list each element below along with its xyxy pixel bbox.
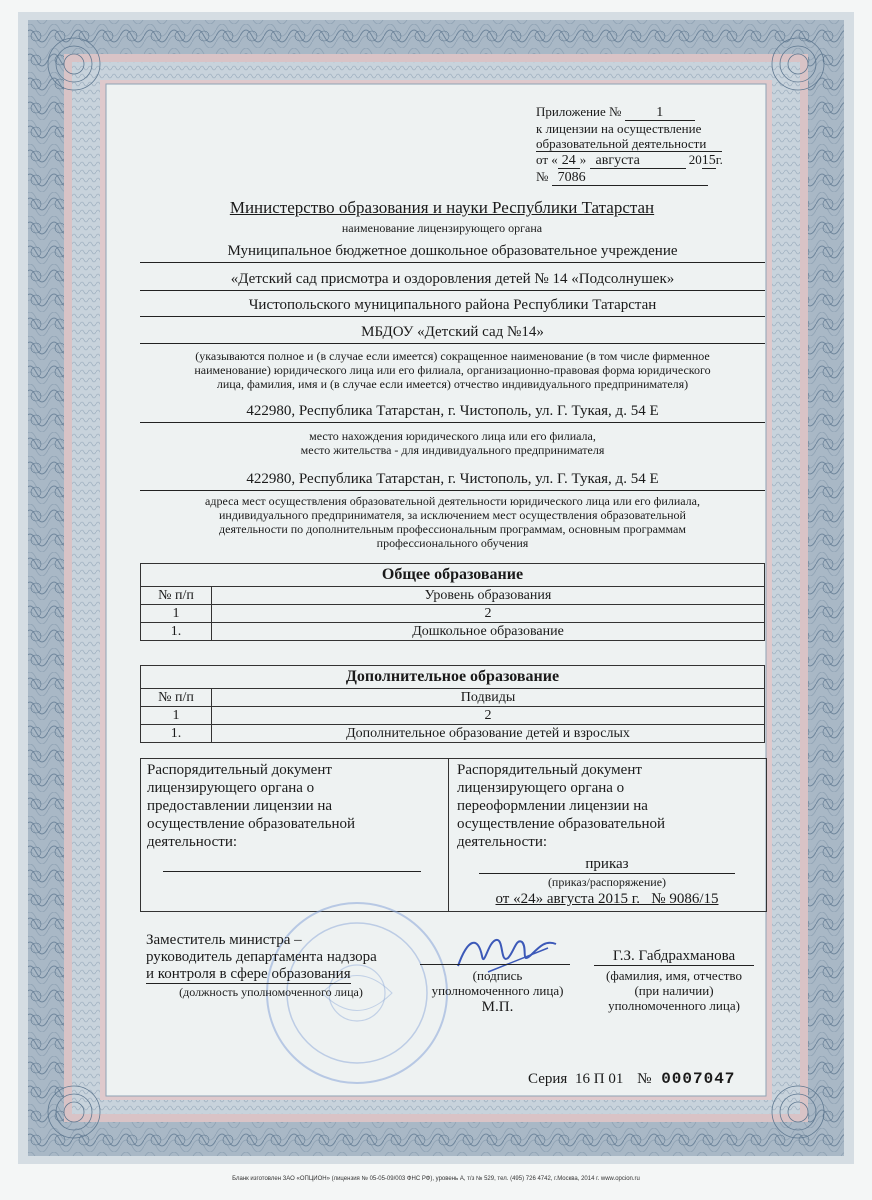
- authority-caption: наименование лицензирующего органа: [341, 221, 543, 235]
- order-doc-reference: от «24» августа 2015 г. № 9086/15: [495, 891, 719, 907]
- additional-education-title: Дополнительное образование: [141, 666, 765, 689]
- table-row: 1. Дошкольное образование: [141, 623, 765, 641]
- org-line-2: «Детский сад присмотра и оздоровления детей № 14 «Подсолнушек»: [140, 268, 765, 291]
- order-reissue-box: Распорядительный документ лицензирующего органа о переоформлении лицензии на осуществление образовательной деятельности: приказ (приказ/распоряжение) от «24» августа 2015 г. № 9086/15: [448, 758, 767, 912]
- name-caption: (фамилия, имя, отчество (при наличии) уполномоченного лица): [606, 968, 742, 1013]
- authority-name: Министерство образования и науки Республики Татарстан: [229, 198, 655, 217]
- appendix-year-prefix: 20: [688, 152, 702, 167]
- appendix-block: [536, 104, 756, 186]
- serial-label: Серия: [528, 1071, 568, 1087]
- appendix-from: от «: [536, 152, 558, 167]
- serial-number: [528, 1070, 735, 1088]
- org-short-name: МБДОУ «Детский сад №14»: [140, 321, 765, 344]
- general-education-table: [140, 563, 765, 641]
- position-caption: (должность уполномоченного лица): [179, 985, 363, 999]
- appendix-year-g: г.: [715, 152, 723, 167]
- serial-no-label: №: [637, 1071, 652, 1087]
- org-caption: (указываются полное и (в случае если имеется) сокращенное наименование (в том числе фирменное наименование) юридического лица или его филиала, организационно-правовая форма юридического лица, фамилия, имя и (в случае если имеется) отчество индивидуального предпринимателя): [194, 349, 711, 391]
- additional-subtype-value: Дополнительное образование детей и взрослых: [212, 725, 765, 743]
- location-address: 422980, Республика Татарстан, г. Чистополь, ул. Г. Тукая, д. 54 Е: [140, 400, 765, 423]
- appendix-number: 1: [625, 105, 695, 121]
- col-level-header: Уровень образования: [212, 587, 765, 605]
- appendix-to-license: к лицензии на осуществление: [536, 121, 702, 136]
- appendix-license-no: 7086: [552, 170, 708, 186]
- additional-education-table: [140, 665, 765, 743]
- location-caption: место нахождения юридического лица или его филиала, место жительства - для индивидуального предпринимателя: [300, 429, 605, 457]
- order-grant-box: Распорядительный документ лицензирующего органа о предоставлении лицензии на осуществление образовательной деятельности:: [140, 758, 449, 912]
- order-doc-caption: (приказ/распоряжение): [547, 875, 667, 889]
- table-row: 1 2: [141, 707, 765, 725]
- appendix-month: августа: [590, 153, 686, 169]
- activity-address-caption: адреса мест осуществления образовательной деятельности юридического лица или его филиала, индивидуального предпринимателя, за исключением мест осуществления образовательной деятельности по дополнительным профессиональным программам, основным программам профессионального обучения: [205, 494, 700, 550]
- col-number-header: № п/п: [141, 587, 212, 605]
- signatory-name: Г.З. Габдрахманова: [594, 948, 754, 966]
- table-row: 1 2: [141, 605, 765, 623]
- order-doc-type: приказ: [479, 855, 735, 874]
- signatory-position: Заместитель министра – руководитель департамента надзора и контроля в сфере образования: [146, 932, 377, 982]
- appendix-day: 24: [558, 153, 580, 169]
- education-level-value: Дошкольное образование: [212, 623, 765, 641]
- signature-line: [420, 964, 570, 965]
- appendix-day-close: »: [579, 152, 587, 167]
- table-row: [141, 587, 765, 605]
- activity-address: 422980, Республика Татарстан, г. Чистополь, ул. Г. Тукая, д. 54 Е: [140, 468, 765, 491]
- org-line-1: Муниципальное бюджетное дошкольное образовательное учреждение: [140, 240, 765, 263]
- signature-caption: (подпись уполномоченного лица) М.П.: [415, 968, 580, 1015]
- org-line-3: Чистопольского муниципального района Республики Татарстан: [140, 294, 765, 317]
- serial-series: 16 П 01: [575, 1071, 624, 1087]
- order-grant-blank-line: [163, 871, 421, 872]
- table-row: 1. Дополнительное образование детей и взрослых: [141, 725, 765, 743]
- mp-label: М.П.: [481, 999, 514, 1015]
- appendix-label: Приложение №: [536, 104, 622, 119]
- serial-value: 0007047: [661, 1070, 736, 1088]
- general-education-title: Общее образование: [141, 564, 765, 587]
- appendix-no-label: №: [536, 169, 549, 184]
- table-row: № п/п Подвиды: [141, 689, 765, 707]
- appendix-activity: образовательной деятельности: [536, 136, 722, 152]
- printer-note: Бланк изготовлен ЗАО «ОПЦИОН» (лицензия № 05-05-09/003 ФНС РФ), уровень А, т/з № 529, тел. (495) 726 4742, г.Москва, 2014 г. www.opcion.ru: [232, 1176, 640, 1182]
- appendix-year-suffix: 15: [701, 153, 716, 168]
